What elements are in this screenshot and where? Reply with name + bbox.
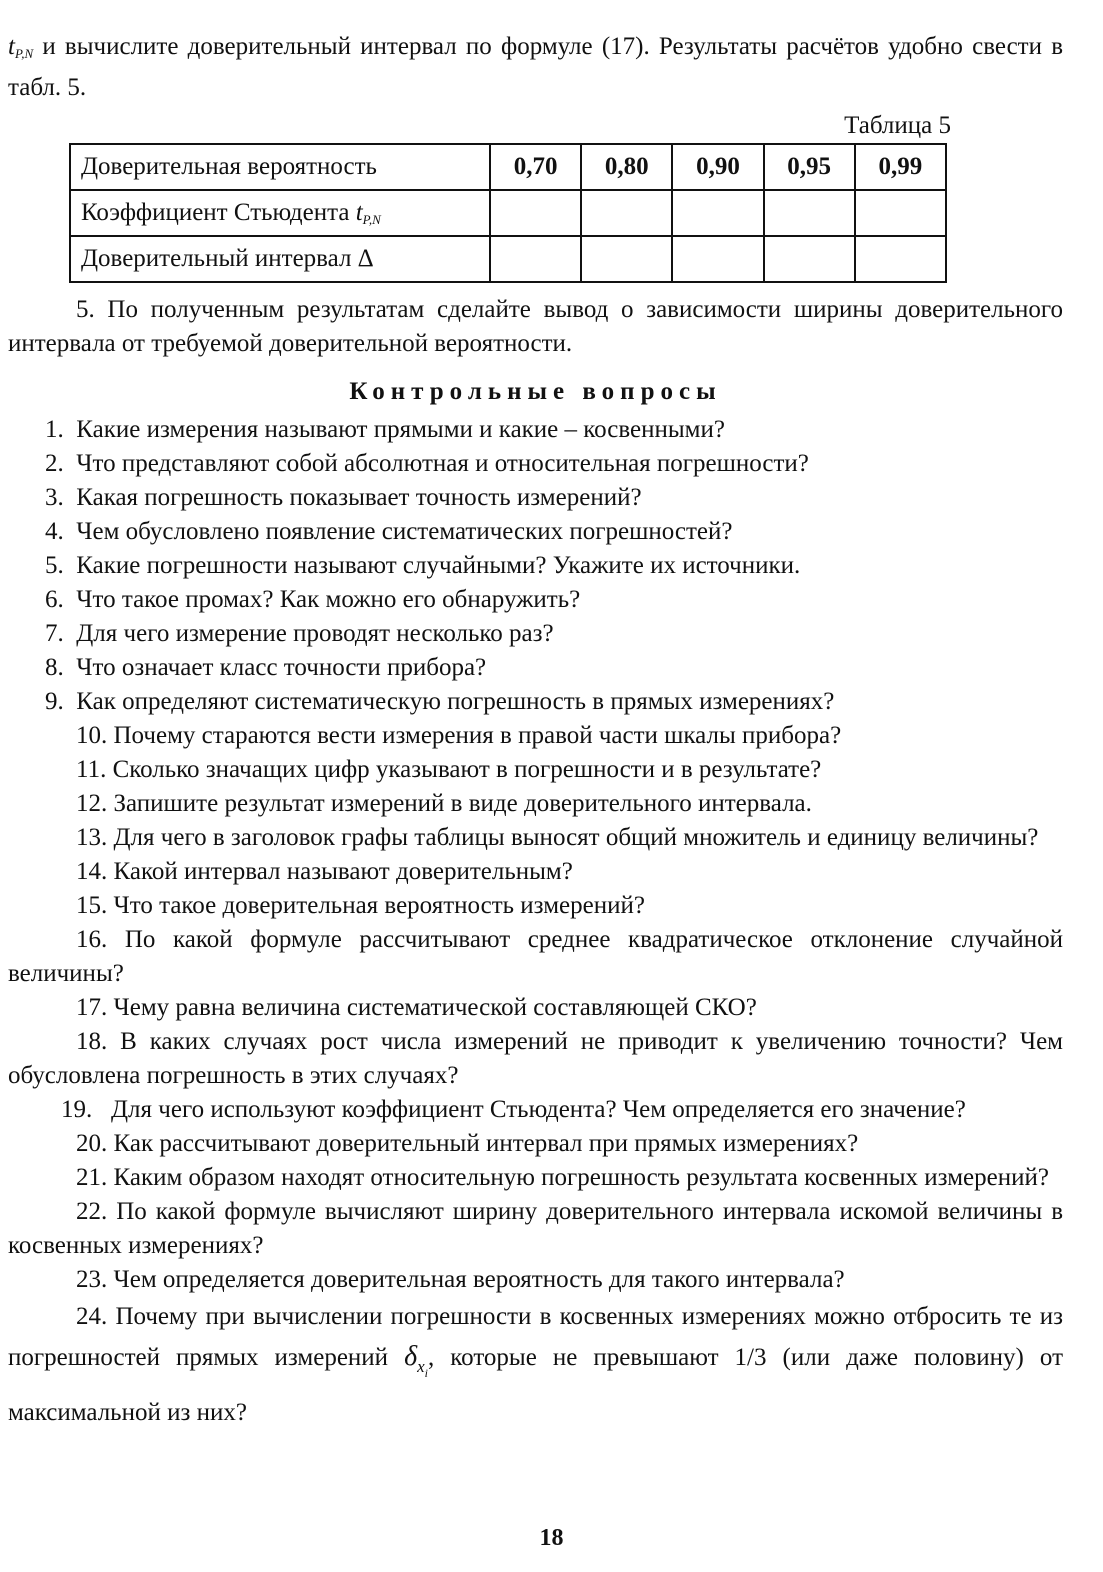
question-text: Какие измерения называют прямыми и какие – косвенными? [76, 416, 725, 443]
empty-cell [764, 190, 855, 236]
empty-cell [764, 236, 855, 282]
question-number: 15. [76, 892, 108, 919]
question-number: 8. [45, 654, 64, 681]
question-number: 1. [45, 416, 64, 443]
question-item [8, 991, 1063, 1025]
question-item [8, 1025, 1063, 1093]
question-number: 19. [61, 1096, 93, 1123]
student-label [70, 190, 490, 236]
question-item [8, 651, 1063, 685]
question-number: 16. [76, 926, 108, 953]
question-item [8, 821, 1063, 855]
empty-cell [855, 190, 946, 236]
question-item [8, 719, 1063, 753]
question-number: 14. [76, 858, 108, 885]
delta-symbol: δ [404, 1341, 418, 1372]
question-item [8, 923, 1063, 991]
question-text: Запишите результат измерений в виде доверительного интервала. [113, 790, 812, 817]
question-item [8, 1161, 1063, 1195]
question-number: 13. [76, 824, 108, 851]
question-item [8, 685, 1063, 719]
question-number: 18. [76, 1028, 108, 1055]
question-text: Какой интервал называют доверительным? [113, 858, 573, 885]
question-number: 17. [76, 994, 108, 1021]
question-item [8, 1195, 1063, 1263]
question-text: Какая погрешность показывает точность измерений? [76, 484, 642, 511]
interval-label: Доверительный интервал Δ [70, 236, 490, 282]
question-text: Сколько значащих цифр указывают в погрешности и в результате? [112, 756, 822, 783]
empty-cell [490, 190, 581, 236]
question-item [8, 1127, 1063, 1161]
question-number: 6. [45, 586, 64, 613]
intro-text: и вычислите доверительный интервал по формуле (17). Результаты расчётов удобно свести в табл. 5. [8, 33, 1063, 101]
question-text: Какие погрешности называют случайными? Укажите их источники. [76, 552, 801, 579]
question-text: Как рассчитывают доверительный интервал при прямых измерениях? [113, 1130, 859, 1157]
table-row-probability [70, 144, 946, 190]
question-number: 10. [76, 722, 108, 749]
empty-cell [490, 236, 581, 282]
page-number: 18 [539, 1525, 564, 1551]
question-number: 3. [45, 484, 64, 511]
question-text: Что такое доверительная вероятность измерений? [113, 892, 645, 919]
empty-cell [581, 236, 672, 282]
question-item [8, 515, 1063, 549]
question-item [8, 583, 1063, 617]
table-row-student [70, 190, 946, 236]
intro-paragraph [8, 30, 1063, 105]
symbol-subscript: P,N [14, 46, 34, 61]
probability-cell: 0,99 [855, 144, 946, 190]
question-item [8, 447, 1063, 481]
question-text: По какой формуле вычисляют ширину доверительного интервала искомой величины в косвенных измерениях? [8, 1198, 1063, 1259]
question-number: 21. [76, 1164, 108, 1191]
question-item [8, 889, 1063, 923]
question-text: Почему при вычислении погрешности в косвенных измерениях можно отбросить те из погрешностей прямых измерений [8, 1303, 1064, 1371]
question-item [8, 753, 1063, 787]
question-number: 2. [45, 450, 64, 477]
question-number: 22. [76, 1198, 108, 1225]
question-item [8, 413, 1063, 447]
question-item-24 [8, 1297, 1063, 1433]
question-item [8, 787, 1063, 821]
question-number: 20. [76, 1130, 108, 1157]
item-5-paragraph: 5. По полученным результатам сделайте вывод о зависимости ширины доверительного интервала от требуемой доверительной вероятности. [8, 296, 1063, 357]
student-symbol: t [355, 198, 363, 226]
question-number: 24. [76, 1303, 108, 1330]
question-item [8, 549, 1063, 583]
question-number: 4. [45, 518, 64, 545]
header-label: Доверительная вероятность [70, 144, 490, 190]
question-item [8, 617, 1063, 651]
symbol-t: t [8, 33, 15, 60]
question-text: Для чего в заголовок графы таблицы выносят общий множитель и единицу величины? [113, 824, 1039, 851]
question-item [8, 1093, 1063, 1127]
table-5 [69, 143, 947, 283]
question-number: 11. [76, 756, 107, 783]
question-number: 12. [76, 790, 108, 817]
question-number: 5. [45, 552, 64, 579]
probability-cell: 0,80 [581, 144, 672, 190]
question-text: Как определяют систематическую погрешность в прямых измерениях? [76, 688, 835, 715]
question-item [8, 1263, 1063, 1297]
delta-subsubscript: i [424, 1366, 428, 1380]
question-text: В каких случаях рост числа измерений не приводит к увеличению точности? Чем обусловлена погрешность в этих случаях? [8, 1028, 1063, 1089]
question-text: Что такое промах? Как можно его обнаружить? [76, 586, 581, 613]
question-text: , которые не превышают 1/3 (или даже половину) от максимальной из них? [8, 1344, 1063, 1426]
question-text: Что означает класс точности прибора? [76, 654, 487, 681]
question-text: Что представляют собой абсолютная и относительная погрешности? [76, 450, 809, 477]
table-row-interval [70, 236, 946, 282]
section-title: Контрольные вопросы [349, 378, 722, 405]
delta-subscript: x [417, 1357, 425, 1376]
question-text: Чему равна величина систематической составляющей СКО? [113, 994, 757, 1021]
empty-cell [581, 190, 672, 236]
question-text: Чем обусловлено появление систематических погрешностей? [76, 518, 733, 545]
page-content [8, 30, 1063, 1433]
probability-cell: 0,95 [764, 144, 855, 190]
question-text: Для чего используют коэффициент Стьюдента? Чем определяется его значение? [111, 1096, 966, 1123]
student-symbol-sub: P,N [362, 211, 381, 227]
table-caption: Таблица 5 [844, 112, 951, 139]
question-item [8, 855, 1063, 889]
student-label-text: Коэффициент Стьюдента [81, 198, 356, 226]
question-number: 23. [76, 1266, 108, 1293]
question-text: Каким образом находят относительную погрешность результата косвенных измерений? [113, 1164, 1049, 1191]
question-text: Для чего измерение проводят несколько раз? [76, 620, 554, 647]
empty-cell [672, 190, 763, 236]
question-text: По какой формуле рассчитывают среднее квадратическое отклонение случайной величины? [8, 926, 1063, 987]
questions-list [8, 413, 1063, 1433]
question-number: 7. [45, 620, 64, 647]
probability-cell: 0,70 [490, 144, 581, 190]
question-text: Чем определяется доверительная вероятность для такого интервала? [113, 1266, 845, 1293]
question-item [8, 481, 1063, 515]
probability-cell: 0,90 [672, 144, 763, 190]
empty-cell [672, 236, 763, 282]
question-number: 9. [45, 688, 64, 715]
question-text: Почему стараются вести измерения в правой части шкалы прибора? [113, 722, 842, 749]
empty-cell [855, 236, 946, 282]
